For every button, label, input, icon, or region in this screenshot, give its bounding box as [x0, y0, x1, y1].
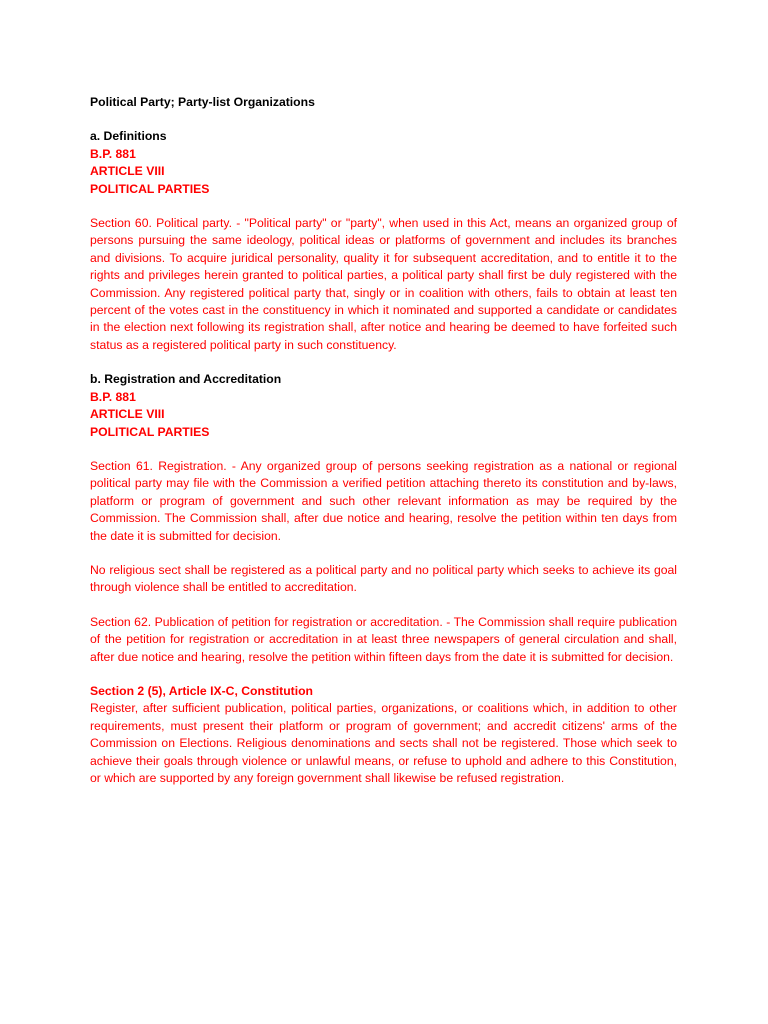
section-60-paragraph: Section 60. Political party. - "Political party" or "party", when used in this Act, means an organized group of persons pursuing the same ideology, political ideas or platforms of government and includes its branches and divisions. To acquire juridical personality, quality it for subsequent accreditation, and to entitle it to the rights and privileges herein granted to political parties, a political party shall first be duly registered with the Commission. Any registered political party that, singly or in coalition with others, fails to obtain at least ten percent of the votes cast in the constituency in which it nominated and supported a candidate or candidates in the election next following its registration shall, after notice and hearing be deemed to have forfeited such status as a registered political party in such constituency.: [90, 216, 677, 352]
document-page: [90, 94, 677, 787]
constitution-heading: Section 2 (5), Article IX-C, Constitution: [90, 683, 313, 698]
reference-law: B.P. 881: [90, 389, 136, 404]
reference-article: ARTICLE VIII: [90, 407, 165, 422]
section-62-paragraph: Section 62. Publication of petition for registration or accreditation. - The Commission shall require publication of the petition for registration or accreditation in at least three newspapers of general circulation and shall, after due notice and hearing, resolve the petition within fifteen days from the date it is submitted for decision.: [90, 614, 677, 664]
document-title: Political Party; Party-list Organizations: [90, 95, 315, 109]
section-b-reference: [90, 389, 677, 441]
reference-title: POLITICAL PARTIES: [90, 424, 210, 439]
reference-article: ARTICLE VIII: [90, 164, 165, 179]
section-61-paragraph: Section 61. Registration. - Any organized group of persons seeking registration as a national or regional political party may file with the Commission a verified petition attaching thereto its constitution and by-laws, platform or program of government and such other relevant information as may be required by the Commission. The Commission shall, after due notice and hearing, resolve the petition within ten days from the date it is submitted for decision.: [90, 458, 677, 543]
constitution-paragraph: Register, after sufficient publication, political parties, organizations, or coalitions which, in addition to other requirements, must present their platform or program of government; and accredit citizens' arms of the Commission on Elections. Religious denominations and sects shall not be registered. Those which seek to achieve their goals through violence or unlawful means, or refuse to uphold and adhere to this Constitution, or which are supported by any foreign government shall likewise be refused registration.: [90, 701, 677, 785]
section-a-heading: a. Definitions: [90, 129, 167, 144]
section-a-reference: [90, 146, 677, 198]
reference-title: POLITICAL PARTIES: [90, 181, 210, 196]
religious-sect-paragraph: No religious sect shall be registered as a political party and no political party which seeks to achieve its goal through violence shall be entitled to accreditation.: [90, 562, 677, 595]
reference-law: B.P. 881: [90, 146, 136, 161]
section-b-heading: b. Registration and Accreditation: [90, 372, 282, 387]
